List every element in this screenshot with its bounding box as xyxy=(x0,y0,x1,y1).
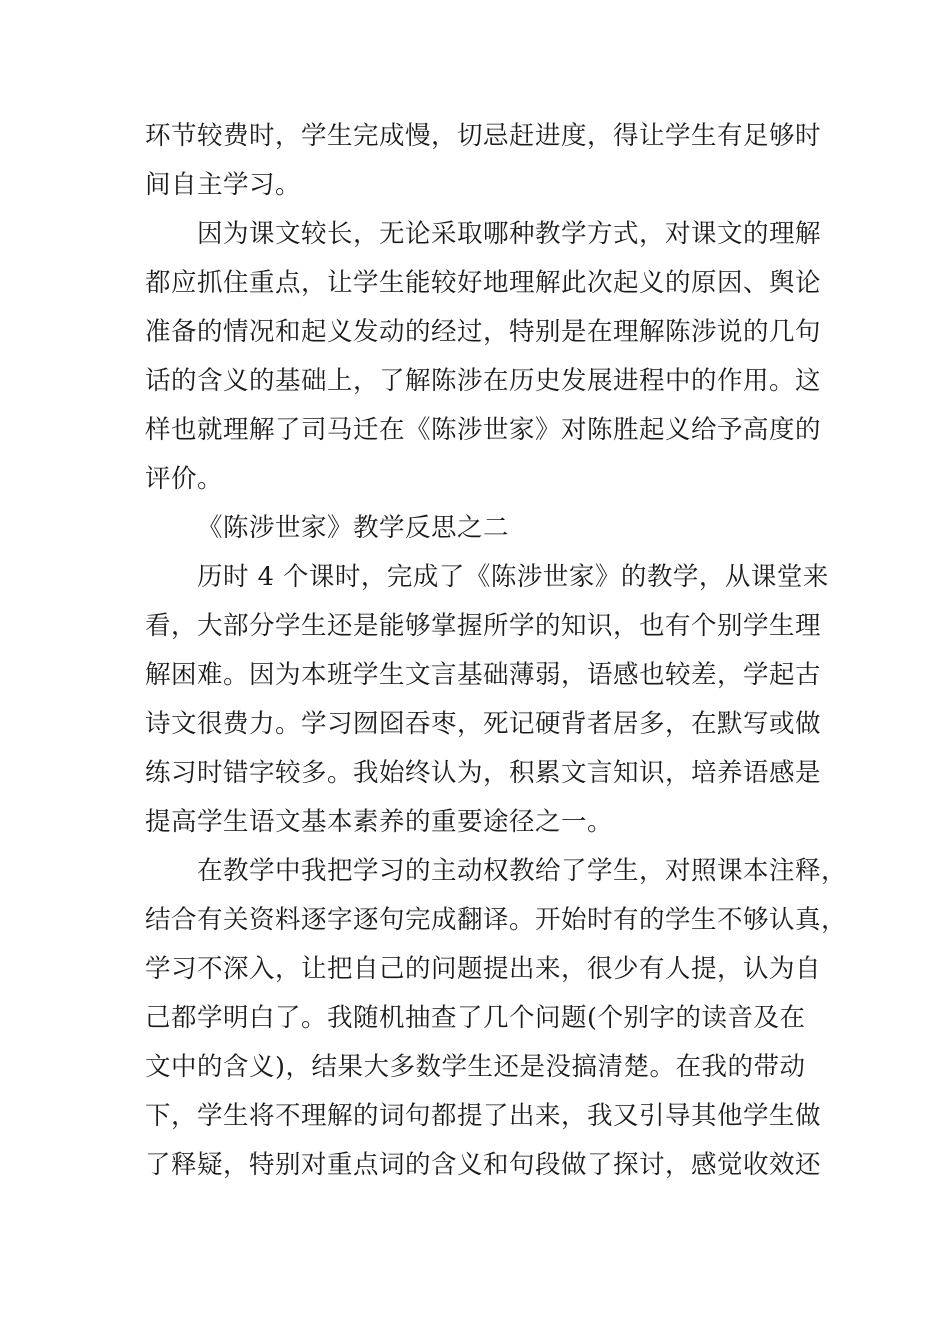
text-line: 下，学生将不理解的词句都提了出来，我又引导其他学生做 xyxy=(145,1101,822,1131)
text-line: 间自主学习。 xyxy=(145,170,302,200)
text-line: 练习时错字较多。我始终认为，积累文言知识，培养语感是 xyxy=(145,758,822,788)
text-line: 己都学明白了。我随机抽查了几个问题(个别字的读音及在 xyxy=(145,1003,806,1033)
text-line: 诗文很费力。学习囫囵吞枣，死记硬背者居多，在默写或做 xyxy=(145,709,822,739)
text-line: 了释疑，特别对重点词的含义和句段做了探讨，感觉收效还 xyxy=(145,1150,822,1180)
text-line: 评价。 xyxy=(145,464,224,494)
text-line: 结合有关资料逐字逐句完成翻译。开始时有的学生不够认真， xyxy=(145,905,848,935)
text-line: 提高学生语文基本素养的重要途径之一。 xyxy=(145,807,614,837)
paragraph-2 xyxy=(145,210,825,504)
text-line: 在教学中我把学习的主动权教给了学生，对照课本注释， xyxy=(197,856,848,886)
text-line: 都应抓住重点，让学生能较好地理解此次起义的原因、舆论 xyxy=(145,268,822,298)
text-line: 历时 4 个课时，完成了《陈涉世家》的教学，从课堂来 xyxy=(197,562,829,592)
text-line: 因为课文较长，无论采取哪种教学方式，对课文的理解 xyxy=(197,219,822,249)
section-heading xyxy=(145,504,825,553)
text-line: 环节较费时，学生完成慢，切忌赶进度，得让学生有足够时 xyxy=(145,121,822,151)
paragraph-4 xyxy=(145,847,848,1190)
text-line: 解困难。因为本班学生文言基础薄弱，语感也较差，学起古 xyxy=(145,660,822,690)
document-page xyxy=(145,112,848,1190)
text-line: 准备的情况和起义发动的经过，特别是在理解陈涉说的几句 xyxy=(145,317,822,347)
text-line: 样也就理解了司马迁在《陈涉世家》对陈胜起义给予高度的 xyxy=(145,415,822,445)
heading-text: 《陈涉世家》教学反思之二 xyxy=(197,513,510,543)
paragraph-3 xyxy=(145,553,829,847)
text-line: 学习不深入，让把自己的问题提出来，很少有人提，认为自 xyxy=(145,954,822,984)
text-line: 文中的含义)，结果大多数学生还是没搞清楚。在我的带动 xyxy=(145,1052,806,1082)
text-line: 话的含义的基础上，了解陈涉在历史发展进程中的作用。这 xyxy=(145,366,822,396)
paragraph-1 xyxy=(145,112,825,210)
text-line: 看，大部分学生还是能够掌握所学的知识，也有个别学生理 xyxy=(145,611,822,641)
